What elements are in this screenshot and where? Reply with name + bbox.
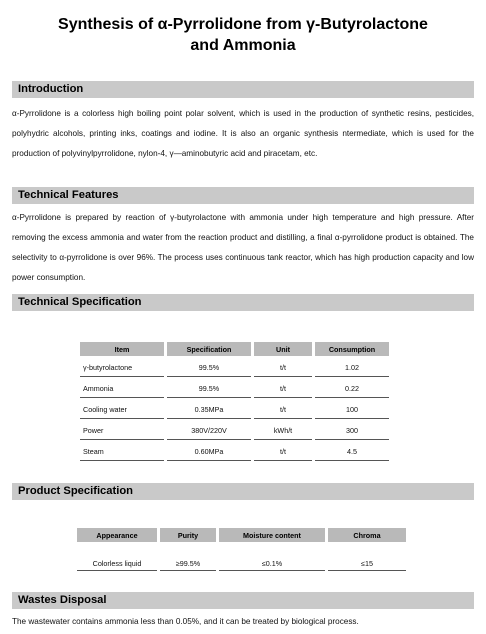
table-cell-specification: 380V/220V <box>167 421 251 440</box>
table-cell-consumption: 100 <box>315 400 389 419</box>
wastes-disposal-text: The wastewater contains ammonia less than 0.05%, and it can be treated by biological process. <box>12 617 359 626</box>
table-cell-unit: t/t <box>254 358 312 377</box>
column-header-specification: Specification <box>167 342 251 356</box>
column-header-appearance: Appearance <box>77 528 157 542</box>
table-row <box>80 421 389 440</box>
table-cell-appearance: Colorless liquid <box>77 544 157 571</box>
column-header-item: Item <box>80 342 164 356</box>
title-line-2: and Ammonia <box>190 37 296 54</box>
table-row <box>80 379 389 398</box>
table-cell-purity: ≥99.5% <box>160 544 216 571</box>
table-cell-unit: t/t <box>254 400 312 419</box>
table-row <box>80 400 389 419</box>
technical-features-text: α-Pyrrolidone is prepared by reaction of γ-butyrolactone with ammonia under high temperature and high pressure. After removing the excess ammonia and water from the reaction product and distilling, a final α-pyrrolidone product is obtained. The selectivity to α-pyrrolidone is over 96%. The process uses continuous tank reactor, which has high production capacity and low power consumption. <box>12 213 474 282</box>
table-cell-item: Steam <box>80 442 164 461</box>
title-line-1: Synthesis of α-Pyrrolidone from γ-Butyrolactone <box>58 16 428 33</box>
table-cell-specification: 99.5% <box>167 358 251 377</box>
table-header-row <box>80 342 389 356</box>
table-cell-specification: 0.35MPa <box>167 400 251 419</box>
table-cell-consumption: 4.5 <box>315 442 389 461</box>
table-row <box>77 544 406 571</box>
technical-specification-heading: Technical Specification <box>12 294 474 311</box>
table-row <box>80 442 389 461</box>
table-cell-chroma: ≤15 <box>328 544 406 571</box>
table-cell-consumption: 0.22 <box>315 379 389 398</box>
table-cell-moisture-content: ≤0.1% <box>219 544 325 571</box>
introduction-heading: Introduction <box>12 81 474 98</box>
column-header-unit: Unit <box>254 342 312 356</box>
product-specification-heading: Product Specification <box>12 483 474 500</box>
table-cell-specification: 0.60MPa <box>167 442 251 461</box>
column-header-consumption: Consumption <box>315 342 389 356</box>
table-header-row <box>77 528 406 542</box>
table-cell-item: Ammonia <box>80 379 164 398</box>
page-title <box>0 14 486 56</box>
table-cell-item: Cooling water <box>80 400 164 419</box>
table-cell-consumption: 300 <box>315 421 389 440</box>
table-cell-unit: t/t <box>254 442 312 461</box>
table-cell-consumption: 1.02 <box>315 358 389 377</box>
table-cell-item: γ-butyrolactone <box>80 358 164 377</box>
technical-features-heading: Technical Features <box>12 187 474 204</box>
table-row <box>80 358 389 377</box>
table-cell-specification: 99.5% <box>167 379 251 398</box>
table-cell-unit: t/t <box>254 379 312 398</box>
column-header-moisture-content: Moisture content <box>219 528 325 542</box>
technical-specification-table <box>77 340 392 463</box>
column-header-purity: Purity <box>160 528 216 542</box>
table-cell-unit: kWh/t <box>254 421 312 440</box>
product-specification-table <box>74 526 409 573</box>
column-header-chroma: Chroma <box>328 528 406 542</box>
introduction-text: α-Pyrrolidone is a colorless high boiling point polar solvent, which is used in the production of synthetic resins, pesticides, polyhydric alcohols, printing inks, coatings and iodine. It is also an organic synthesis ntermediate, which is used for the production of polyvinylpyrrolidone, nylon-4, γ—aminobutyric acid and piracetam, etc. <box>12 109 474 158</box>
wastes-disposal-heading: Wastes Disposal <box>12 592 474 609</box>
table-cell-item: Power <box>80 421 164 440</box>
